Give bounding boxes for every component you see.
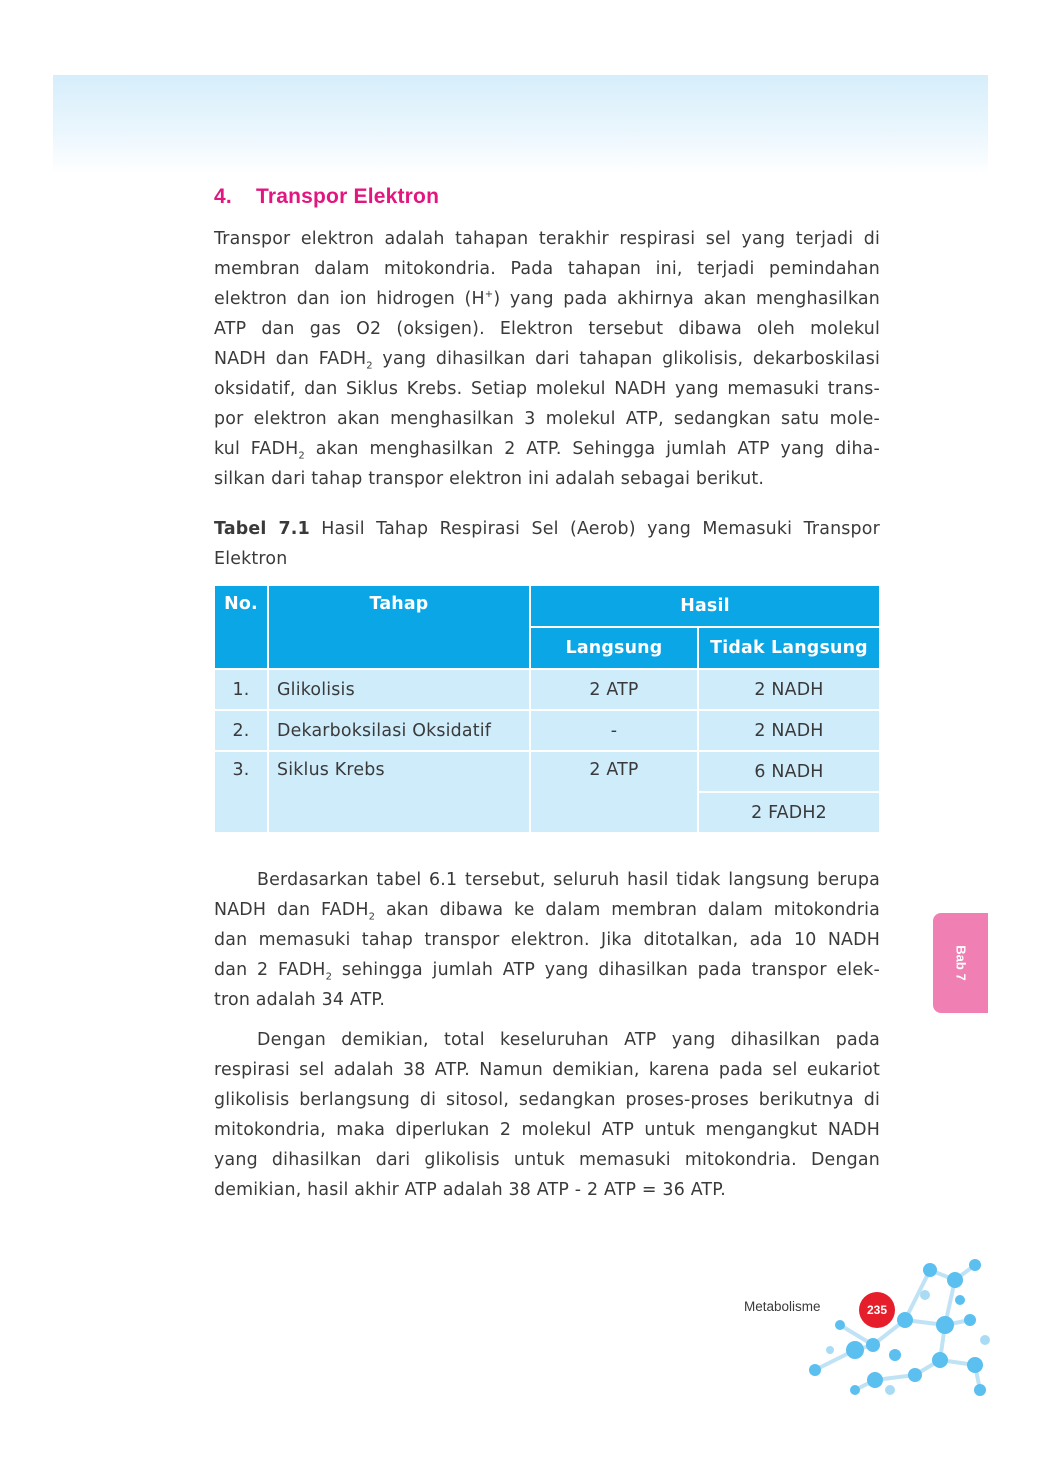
header-tidak-langsung: Tidak Langsung	[698, 627, 880, 669]
text-run: yang dihasilkan dari glikolisis untuk memasuki mitokondria. Dengan	[214, 1150, 880, 1170]
paragraph-line	[214, 254, 880, 284]
paragraph-line	[214, 1025, 880, 1055]
text-run: silkan dari tahap transpor elektron ini adalah sebagai berikut.	[214, 469, 765, 489]
paragraph-line	[214, 985, 880, 1015]
script-text: 2	[366, 360, 373, 372]
table-row	[214, 669, 880, 710]
molecule-cluster-icon	[795, 1250, 995, 1410]
table-caption	[214, 514, 880, 574]
header-langsung: Langsung	[530, 627, 698, 669]
text-run: Transpor elektron adalah tahapan terakhir respirasi sel yang terjadi di	[214, 229, 880, 249]
text-run: NADH dan FADH	[214, 900, 369, 920]
script-text: 2	[368, 911, 376, 923]
text-run: Dengan demikian, total keseluruhan ATP yang dihasilkan pada	[257, 1030, 880, 1050]
header-band	[53, 75, 988, 175]
cell-tidak-langsung: 6 NADH	[698, 751, 880, 792]
cell-no: 3.	[214, 751, 268, 833]
cell-tidak-langsung: 2 FADH2	[698, 792, 880, 833]
paragraph-line	[214, 955, 880, 985]
cell-langsung: -	[530, 710, 698, 751]
cell-langsung: 2 ATP	[530, 669, 698, 710]
cell-tahap: Glikolisis	[268, 669, 530, 710]
footer-label: Metabolisme	[744, 1299, 821, 1314]
paragraph-line	[214, 895, 880, 925]
paragraph-line	[214, 314, 880, 344]
text-run: glikolisis berlangsung di sitosol, sedangkan proses-proses berikutnya di	[214, 1090, 880, 1110]
header-hasil: Hasil	[530, 585, 880, 627]
text-run: akan menghasilkan 2 ATP. Sehingga jumlah ATP yang diha-	[304, 439, 880, 459]
cell-tidak-langsung: 2 NADH	[698, 710, 880, 751]
text-run: demikian, hasil akhir ATP adalah 38 ATP - 2 ATP = 36 ATP.	[214, 1180, 726, 1200]
page-number-badge: 235	[859, 1292, 895, 1328]
text-run: Berdasarkan tabel 6.1 tersebut, seluruh hasil tidak langsung berupa	[257, 870, 880, 890]
script-text: 2	[325, 971, 333, 983]
chapter-side-tab-label: Bab 7	[953, 945, 968, 981]
paragraph-line	[214, 404, 880, 434]
text-run: oksidatif, dan Siklus Krebs. Setiap molekul NADH yang memasuki trans-	[214, 379, 880, 399]
header-no: No.	[214, 585, 268, 669]
paragraph-line	[214, 1055, 880, 1085]
paragraph-intro	[214, 224, 880, 494]
text-run: akan dibawa ke dalam membran dalam mitokondria	[375, 900, 880, 920]
cell-tahap: Dekarboksilasi Oksidatif	[268, 710, 530, 751]
table-row	[214, 751, 880, 792]
paragraph-line	[214, 1175, 880, 1205]
section-title: Transpor Elektron	[256, 185, 440, 208]
table-caption-text: Hasil Tahap Respirasi Sel (Aerob) yang Memasuki Transpor	[309, 519, 880, 539]
paragraph-line	[214, 1085, 880, 1115]
paragraph-line	[214, 374, 880, 404]
paragraph-line	[214, 284, 880, 314]
paragraph-line	[214, 224, 880, 254]
result-table	[213, 584, 881, 834]
table-caption-label: Tabel 7.1	[214, 519, 310, 539]
cell-tahap: Siklus Krebs	[268, 751, 530, 833]
text-run: ATP dan gas O2 (oksigen). Elektron tersebut dibawa oleh molekul	[214, 319, 880, 339]
header-tahap: Tahap	[268, 585, 530, 669]
text-run: respirasi sel adalah 38 ATP. Namun demikian, karena pada sel eukariot	[214, 1060, 880, 1080]
paragraph-line	[214, 1145, 880, 1175]
paragraph-line	[214, 434, 880, 464]
paragraph-line	[214, 344, 880, 374]
section-number: 4.	[214, 185, 232, 208]
script-text: +	[484, 289, 494, 301]
table-caption-text-line2: Elektron	[214, 549, 288, 569]
cell-no: 1.	[214, 669, 268, 710]
text-run: yang dihasilkan dari tahapan glikolisis, dekarboskilasi	[372, 349, 880, 369]
paragraph-line	[214, 1115, 880, 1145]
chapter-side-tab	[933, 913, 988, 1013]
text-run: NADH dan FADH	[214, 349, 367, 369]
text-run: por elektron akan menghasilkan 3 molekul ATP, sedangkan satu mole-	[214, 409, 880, 429]
text-run: sehingga jumlah ATP yang dihasilkan pada transpor elek-	[332, 960, 880, 980]
text-run: elektron dan ion hidrogen (H	[214, 289, 485, 309]
text-run: tron adalah 34 ATP.	[214, 990, 386, 1010]
paragraph-line	[214, 925, 880, 955]
cell-tidak-langsung: 2 NADH	[698, 669, 880, 710]
paragraph-summary	[214, 865, 880, 1015]
paragraph-line	[214, 865, 880, 895]
section-heading	[214, 185, 439, 209]
cell-no: 2.	[214, 710, 268, 751]
text-run: ) yang pada akhirnya akan menghasilkan	[493, 289, 880, 309]
table-row	[214, 710, 880, 751]
text-run: membran dalam mitokondria. Pada tahapan ini, terjadi pemindahan	[214, 259, 880, 279]
paragraph-conclusion	[214, 1025, 880, 1205]
text-run: dan 2 FADH	[214, 960, 326, 980]
text-run: dan memasuki tahap transpor elektron. Jika ditotalkan, ada 10 NADH	[214, 930, 880, 950]
script-text: 2	[298, 450, 305, 462]
paragraph-line	[214, 464, 880, 494]
text-run: mitokondria, maka diperlukan 2 molekul ATP untuk mengangkut NADH	[214, 1120, 880, 1140]
cell-langsung: 2 ATP	[530, 751, 698, 833]
text-run: kul FADH	[214, 439, 299, 459]
